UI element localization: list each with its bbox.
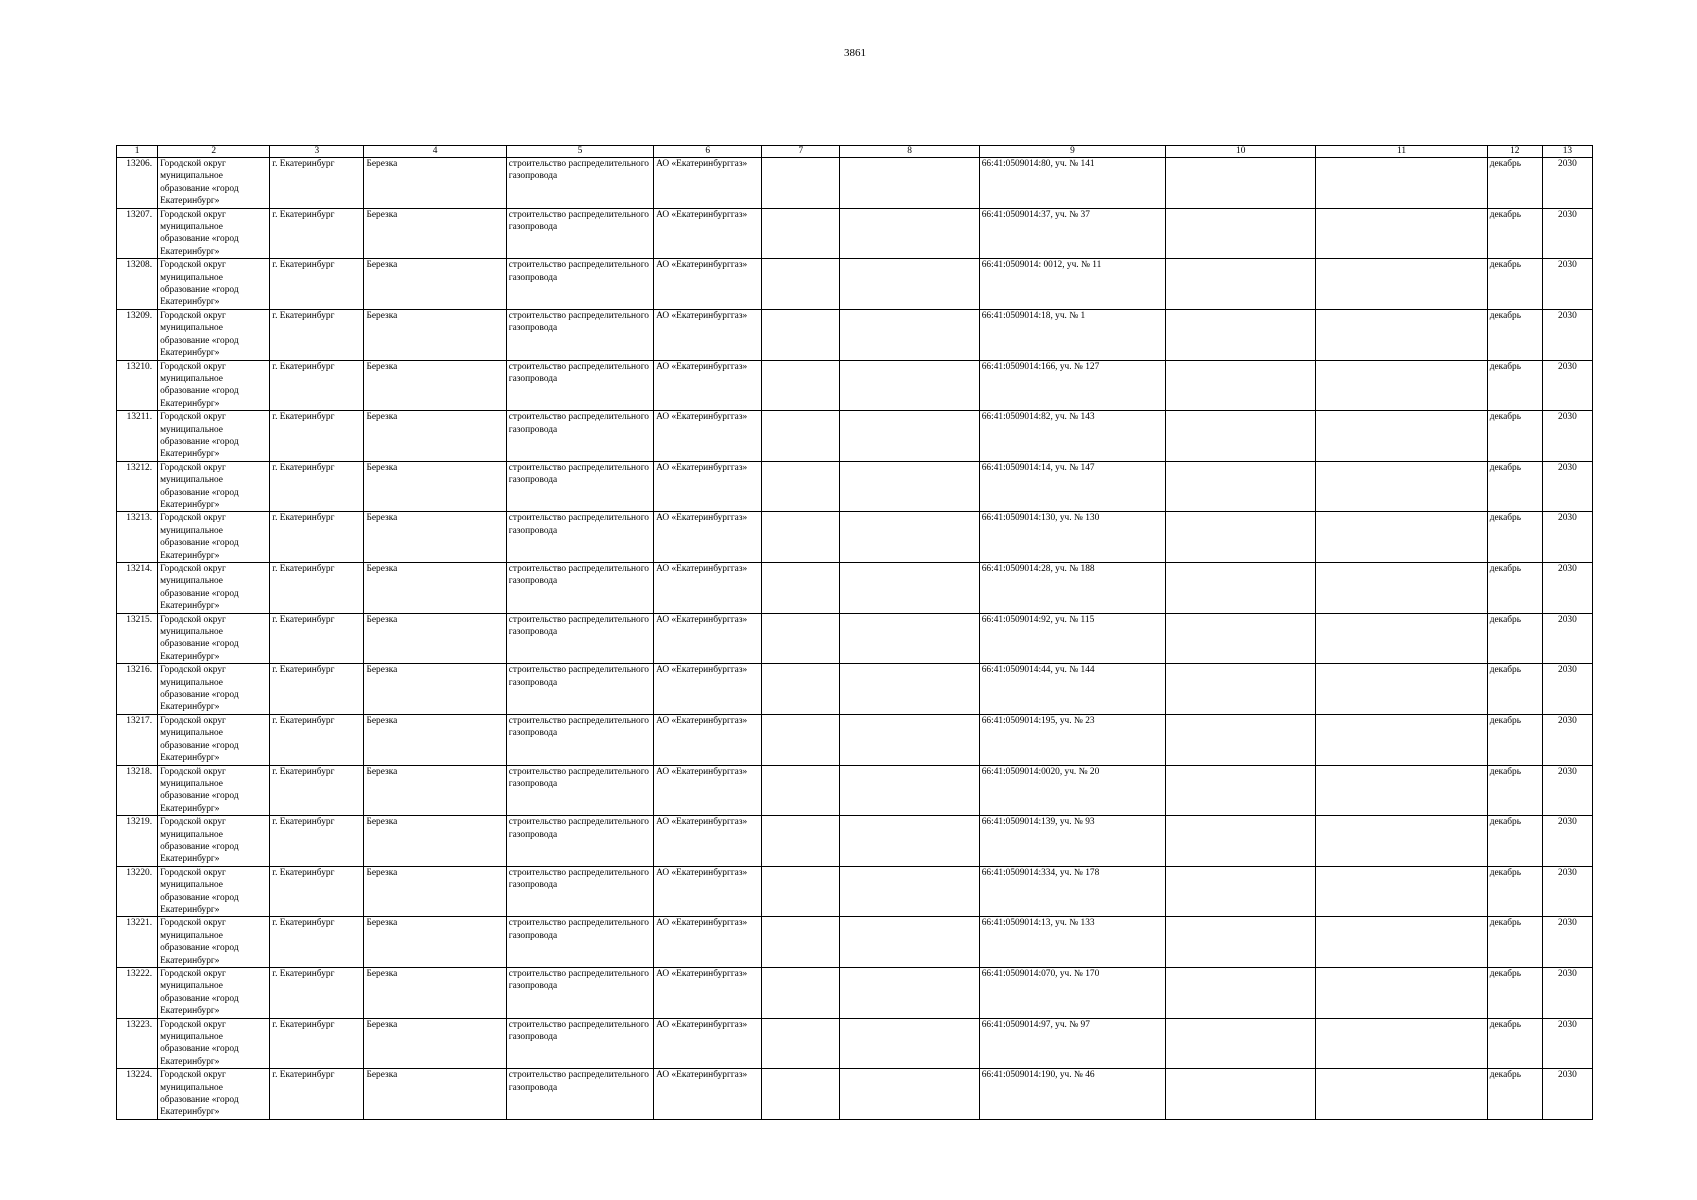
purpose-cell: строительство распределительного газопровода <box>506 461 653 512</box>
cadastral-number-cell: 66:41:0509014:92, уч. № 115 <box>979 613 1165 664</box>
month-cell: декабрь <box>1487 816 1542 867</box>
city-cell: г. Екатеринбург <box>270 765 364 816</box>
year-cell: 2030 <box>1542 461 1592 512</box>
column-11-cell <box>1316 816 1487 867</box>
year-cell: 2030 <box>1542 158 1592 209</box>
column-header: 3 <box>270 146 364 158</box>
locality-cell: Березка <box>364 360 506 411</box>
column-10-cell <box>1166 360 1316 411</box>
column-7-cell <box>762 259 840 310</box>
column-8-cell <box>840 411 979 462</box>
table-row <box>117 360 1593 411</box>
column-8-cell <box>840 461 979 512</box>
month-cell: декабрь <box>1487 1069 1542 1120</box>
owner-cell: Городской округ муниципальное образование «город Екатеринбург» <box>158 461 270 512</box>
month-cell: декабрь <box>1487 968 1542 1019</box>
column-7-cell <box>762 1018 840 1069</box>
locality-cell: Березка <box>364 714 506 765</box>
month-cell: декабрь <box>1487 208 1542 259</box>
column-10-cell <box>1166 563 1316 614</box>
month-cell: декабрь <box>1487 158 1542 209</box>
row-number: 13217. <box>117 714 158 765</box>
organization-cell: АО «Екатеринбурггаз» <box>654 411 762 462</box>
year-cell: 2030 <box>1542 309 1592 360</box>
row-number: 13207. <box>117 208 158 259</box>
column-11-cell <box>1316 613 1487 664</box>
column-8-cell <box>840 158 979 209</box>
organization-cell: АО «Екатеринбурггаз» <box>654 765 762 816</box>
column-11-cell <box>1316 714 1487 765</box>
column-10-cell <box>1166 613 1316 664</box>
column-7-cell <box>762 613 840 664</box>
cadastral-number-cell: 66:41:0509014: 0012, уч. № 11 <box>979 259 1165 310</box>
cadastral-number-cell: 66:41:0509014:070, уч. № 170 <box>979 968 1165 1019</box>
organization-cell: АО «Екатеринбурггаз» <box>654 613 762 664</box>
column-7-cell <box>762 917 840 968</box>
cadastral-number-cell: 66:41:0509014:28, уч. № 188 <box>979 563 1165 614</box>
column-header: 1 <box>117 146 158 158</box>
locality-cell: Березка <box>364 461 506 512</box>
purpose-cell: строительство распределительного газопровода <box>506 968 653 1019</box>
column-10-cell <box>1166 664 1316 715</box>
column-11-cell <box>1316 866 1487 917</box>
year-cell: 2030 <box>1542 259 1592 310</box>
table-row <box>117 512 1593 563</box>
column-8-cell <box>840 816 979 867</box>
cadastral-number-cell: 66:41:0509014:18, уч. № 1 <box>979 309 1165 360</box>
city-cell: г. Екатеринбург <box>270 664 364 715</box>
purpose-cell: строительство распределительного газопровода <box>506 360 653 411</box>
organization-cell: АО «Екатеринбурггаз» <box>654 360 762 411</box>
cadastral-number-cell: 66:41:0509014:14, уч. № 147 <box>979 461 1165 512</box>
column-7-cell <box>762 208 840 259</box>
purpose-cell: строительство распределительного газопровода <box>506 917 653 968</box>
table-row <box>117 158 1593 209</box>
cadastral-number-cell: 66:41:0509014:166, уч. № 127 <box>979 360 1165 411</box>
locality-cell: Березка <box>364 1018 506 1069</box>
table-row <box>117 461 1593 512</box>
column-11-cell <box>1316 563 1487 614</box>
row-number: 13206. <box>117 158 158 209</box>
organization-cell: АО «Екатеринбурггаз» <box>654 1069 762 1120</box>
year-cell: 2030 <box>1542 917 1592 968</box>
column-7-cell <box>762 816 840 867</box>
column-10-cell <box>1166 1069 1316 1120</box>
column-8-cell <box>840 512 979 563</box>
owner-cell: Городской округ муниципальное образование «город Екатеринбург» <box>158 1018 270 1069</box>
registry-table <box>116 145 1593 1120</box>
cadastral-number-cell: 66:41:0509014:37, уч. № 37 <box>979 208 1165 259</box>
column-11-cell <box>1316 259 1487 310</box>
table-row <box>117 714 1593 765</box>
column-11-cell <box>1316 158 1487 209</box>
column-7-cell <box>762 360 840 411</box>
month-cell: декабрь <box>1487 309 1542 360</box>
owner-cell: Городской округ муниципальное образование «город Екатеринбург» <box>158 208 270 259</box>
purpose-cell: строительство распределительного газопровода <box>506 309 653 360</box>
organization-cell: АО «Екатеринбурггаз» <box>654 714 762 765</box>
locality-cell: Березка <box>364 512 506 563</box>
row-number: 13208. <box>117 259 158 310</box>
row-number: 13215. <box>117 613 158 664</box>
month-cell: декабрь <box>1487 917 1542 968</box>
city-cell: г. Екатеринбург <box>270 917 364 968</box>
column-8-cell <box>840 714 979 765</box>
owner-cell: Городской округ муниципальное образование «город Екатеринбург» <box>158 765 270 816</box>
column-8-cell <box>840 259 979 310</box>
column-header: 10 <box>1166 146 1316 158</box>
owner-cell: Городской округ муниципальное образование «город Екатеринбург» <box>158 613 270 664</box>
row-number: 13218. <box>117 765 158 816</box>
organization-cell: АО «Екатеринбурггаз» <box>654 664 762 715</box>
month-cell: декабрь <box>1487 512 1542 563</box>
row-number: 13216. <box>117 664 158 715</box>
locality-cell: Березка <box>364 866 506 917</box>
row-number: 13220. <box>117 866 158 917</box>
column-8-cell <box>840 1018 979 1069</box>
purpose-cell: строительство распределительного газопровода <box>506 765 653 816</box>
year-cell: 2030 <box>1542 411 1592 462</box>
column-header: 7 <box>762 146 840 158</box>
year-cell: 2030 <box>1542 208 1592 259</box>
row-number: 13210. <box>117 360 158 411</box>
row-number: 13221. <box>117 917 158 968</box>
column-header: 6 <box>654 146 762 158</box>
city-cell: г. Екатеринбург <box>270 866 364 917</box>
month-cell: декабрь <box>1487 360 1542 411</box>
cadastral-number-cell: 66:41:0509014:13, уч. № 133 <box>979 917 1165 968</box>
column-7-cell <box>762 512 840 563</box>
month-cell: декабрь <box>1487 613 1542 664</box>
column-10-cell <box>1166 208 1316 259</box>
purpose-cell: строительство распределительного газопровода <box>506 866 653 917</box>
purpose-cell: строительство распределительного газопровода <box>506 1069 653 1120</box>
column-8-cell <box>840 917 979 968</box>
year-cell: 2030 <box>1542 664 1592 715</box>
organization-cell: АО «Екатеринбурггаз» <box>654 208 762 259</box>
column-header: 2 <box>158 146 270 158</box>
table-row <box>117 1018 1593 1069</box>
column-11-cell <box>1316 208 1487 259</box>
purpose-cell: строительство распределительного газопровода <box>506 1018 653 1069</box>
city-cell: г. Екатеринбург <box>270 360 364 411</box>
purpose-cell: строительство распределительного газопровода <box>506 563 653 614</box>
cadastral-number-cell: 66:41:0509014:82, уч. № 143 <box>979 411 1165 462</box>
city-cell: г. Екатеринбург <box>270 1069 364 1120</box>
locality-cell: Березка <box>364 411 506 462</box>
column-8-cell <box>840 208 979 259</box>
year-cell: 2030 <box>1542 866 1592 917</box>
column-11-cell <box>1316 512 1487 563</box>
purpose-cell: строительство распределительного газопровода <box>506 816 653 867</box>
column-header: 4 <box>364 146 506 158</box>
city-cell: г. Екатеринбург <box>270 158 364 209</box>
column-11-cell <box>1316 917 1487 968</box>
column-7-cell <box>762 714 840 765</box>
column-10-cell <box>1166 411 1316 462</box>
column-11-cell <box>1316 968 1487 1019</box>
locality-cell: Березка <box>364 309 506 360</box>
column-11-cell <box>1316 1069 1487 1120</box>
cadastral-number-cell: 66:41:0509014:0020, уч. № 20 <box>979 765 1165 816</box>
year-cell: 2030 <box>1542 512 1592 563</box>
purpose-cell: строительство распределительного газопровода <box>506 512 653 563</box>
year-cell: 2030 <box>1542 360 1592 411</box>
owner-cell: Городской округ муниципальное образование «город Екатеринбург» <box>158 411 270 462</box>
column-header: 8 <box>840 146 979 158</box>
month-cell: декабрь <box>1487 411 1542 462</box>
table-row <box>117 259 1593 310</box>
owner-cell: Городской округ муниципальное образование «город Екатеринбург» <box>158 1069 270 1120</box>
city-cell: г. Екатеринбург <box>270 816 364 867</box>
organization-cell: АО «Екатеринбурггаз» <box>654 816 762 867</box>
column-7-cell <box>762 158 840 209</box>
cadastral-number-cell: 66:41:0509014:195, уч. № 23 <box>979 714 1165 765</box>
city-cell: г. Екатеринбург <box>270 613 364 664</box>
row-number: 13211. <box>117 411 158 462</box>
owner-cell: Городской округ муниципальное образование «город Екатеринбург» <box>158 714 270 765</box>
table-row <box>117 613 1593 664</box>
owner-cell: Городской округ муниципальное образование «город Екатеринбург» <box>158 866 270 917</box>
owner-cell: Городской округ муниципальное образование «город Екатеринбург» <box>158 360 270 411</box>
cadastral-number-cell: 66:41:0509014:80, уч. № 141 <box>979 158 1165 209</box>
purpose-cell: строительство распределительного газопровода <box>506 259 653 310</box>
column-header: 9 <box>979 146 1165 158</box>
column-10-cell <box>1166 968 1316 1019</box>
table-row <box>117 208 1593 259</box>
year-cell: 2030 <box>1542 613 1592 664</box>
cadastral-number-cell: 66:41:0509014:97, уч. № 97 <box>979 1018 1165 1069</box>
column-7-cell <box>762 563 840 614</box>
purpose-cell: строительство распределительного газопровода <box>506 664 653 715</box>
column-8-cell <box>840 866 979 917</box>
column-8-cell <box>840 664 979 715</box>
organization-cell: АО «Екатеринбурггаз» <box>654 968 762 1019</box>
row-number: 13223. <box>117 1018 158 1069</box>
organization-cell: АО «Екатеринбурггаз» <box>654 259 762 310</box>
column-10-cell <box>1166 917 1316 968</box>
locality-cell: Березка <box>364 816 506 867</box>
cadastral-number-cell: 66:41:0509014:334, уч. № 178 <box>979 866 1165 917</box>
month-cell: декабрь <box>1487 563 1542 614</box>
column-7-cell <box>762 765 840 816</box>
column-7-cell <box>762 1069 840 1120</box>
cadastral-number-cell: 66:41:0509014:44, уч. № 144 <box>979 664 1165 715</box>
city-cell: г. Екатеринбург <box>270 208 364 259</box>
column-8-cell <box>840 563 979 614</box>
city-cell: г. Екатеринбург <box>270 411 364 462</box>
column-10-cell <box>1166 512 1316 563</box>
locality-cell: Березка <box>364 1069 506 1120</box>
table-row <box>117 309 1593 360</box>
row-number: 13219. <box>117 816 158 867</box>
owner-cell: Городской округ муниципальное образование «город Екатеринбург» <box>158 158 270 209</box>
year-cell: 2030 <box>1542 765 1592 816</box>
locality-cell: Березка <box>364 917 506 968</box>
column-10-cell <box>1166 1018 1316 1069</box>
month-cell: декабрь <box>1487 461 1542 512</box>
owner-cell: Городской округ муниципальное образование «город Екатеринбург» <box>158 816 270 867</box>
organization-cell: АО «Екатеринбурггаз» <box>654 309 762 360</box>
cadastral-number-cell: 66:41:0509014:139, уч. № 93 <box>979 816 1165 867</box>
locality-cell: Березка <box>364 765 506 816</box>
cadastral-number-cell: 66:41:0509014:190, уч. № 46 <box>979 1069 1165 1120</box>
owner-cell: Городской округ муниципальное образование «город Екатеринбург» <box>158 664 270 715</box>
column-11-cell <box>1316 1018 1487 1069</box>
purpose-cell: строительство распределительного газопровода <box>506 208 653 259</box>
purpose-cell: строительство распределительного газопровода <box>506 613 653 664</box>
owner-cell: Городской округ муниципальное образование «город Екатеринбург» <box>158 512 270 563</box>
table-body <box>117 158 1593 1120</box>
column-header: 11 <box>1316 146 1487 158</box>
column-7-cell <box>762 411 840 462</box>
year-cell: 2030 <box>1542 1018 1592 1069</box>
city-cell: г. Екатеринбург <box>270 1018 364 1069</box>
locality-cell: Березка <box>364 613 506 664</box>
owner-cell: Городской округ муниципальное образование «город Екатеринбург» <box>158 917 270 968</box>
month-cell: декабрь <box>1487 866 1542 917</box>
column-10-cell <box>1166 714 1316 765</box>
column-8-cell <box>840 309 979 360</box>
owner-cell: Городской округ муниципальное образование «город Екатеринбург» <box>158 309 270 360</box>
owner-cell: Городской округ муниципальное образование «город Екатеринбург» <box>158 563 270 614</box>
column-11-cell <box>1316 765 1487 816</box>
city-cell: г. Екатеринбург <box>270 714 364 765</box>
column-11-cell <box>1316 309 1487 360</box>
month-cell: декабрь <box>1487 259 1542 310</box>
column-header: 13 <box>1542 146 1592 158</box>
column-11-cell <box>1316 664 1487 715</box>
city-cell: г. Екатеринбург <box>270 968 364 1019</box>
column-8-cell <box>840 1069 979 1120</box>
owner-cell: Городской округ муниципальное образование «город Екатеринбург» <box>158 259 270 310</box>
column-8-cell <box>840 765 979 816</box>
city-cell: г. Екатеринбург <box>270 309 364 360</box>
year-cell: 2030 <box>1542 714 1592 765</box>
column-7-cell <box>762 461 840 512</box>
year-cell: 2030 <box>1542 563 1592 614</box>
city-cell: г. Екатеринбург <box>270 563 364 614</box>
locality-cell: Березка <box>364 259 506 310</box>
city-cell: г. Екатеринбург <box>270 461 364 512</box>
column-8-cell <box>840 360 979 411</box>
column-7-cell <box>762 664 840 715</box>
organization-cell: АО «Екатеринбурггаз» <box>654 866 762 917</box>
row-number: 13209. <box>117 309 158 360</box>
organization-cell: АО «Екатеринбурггаз» <box>654 1018 762 1069</box>
table-row <box>117 917 1593 968</box>
year-cell: 2030 <box>1542 1069 1592 1120</box>
organization-cell: АО «Екатеринбурггаз» <box>654 461 762 512</box>
locality-cell: Березка <box>364 664 506 715</box>
organization-cell: АО «Екатеринбурггаз» <box>654 917 762 968</box>
row-number: 13214. <box>117 563 158 614</box>
column-10-cell <box>1166 765 1316 816</box>
organization-cell: АО «Екатеринбурггаз» <box>654 158 762 209</box>
organization-cell: АО «Екатеринбурггаз» <box>654 563 762 614</box>
column-number-row <box>117 146 1593 158</box>
page-number: 3861 <box>844 47 866 59</box>
column-10-cell <box>1166 309 1316 360</box>
column-header: 5 <box>506 146 653 158</box>
cadastral-number-cell: 66:41:0509014:130, уч. № 130 <box>979 512 1165 563</box>
column-10-cell <box>1166 461 1316 512</box>
column-10-cell <box>1166 259 1316 310</box>
row-number: 13212. <box>117 461 158 512</box>
month-cell: декабрь <box>1487 1018 1542 1069</box>
purpose-cell: строительство распределительного газопровода <box>506 411 653 462</box>
year-cell: 2030 <box>1542 968 1592 1019</box>
locality-cell: Березка <box>364 968 506 1019</box>
row-number: 13224. <box>117 1069 158 1120</box>
column-11-cell <box>1316 461 1487 512</box>
table-row <box>117 866 1593 917</box>
column-10-cell <box>1166 158 1316 209</box>
table-row <box>117 968 1593 1019</box>
locality-cell: Березка <box>364 208 506 259</box>
month-cell: декабрь <box>1487 664 1542 715</box>
city-cell: г. Екатеринбург <box>270 512 364 563</box>
organization-cell: АО «Екатеринбурггаз» <box>654 512 762 563</box>
column-10-cell <box>1166 866 1316 917</box>
month-cell: декабрь <box>1487 765 1542 816</box>
row-number: 13222. <box>117 968 158 1019</box>
column-11-cell <box>1316 411 1487 462</box>
city-cell: г. Екатеринбург <box>270 259 364 310</box>
column-7-cell <box>762 309 840 360</box>
column-10-cell <box>1166 816 1316 867</box>
owner-cell: Городской округ муниципальное образование «город Екатеринбург» <box>158 968 270 1019</box>
column-8-cell <box>840 968 979 1019</box>
table-row <box>117 765 1593 816</box>
table-row <box>117 664 1593 715</box>
table-row <box>117 411 1593 462</box>
table-row <box>117 563 1593 614</box>
table-row <box>117 1069 1593 1120</box>
purpose-cell: строительство распределительного газопровода <box>506 714 653 765</box>
column-header: 12 <box>1487 146 1542 158</box>
row-number: 13213. <box>117 512 158 563</box>
purpose-cell: строительство распределительного газопровода <box>506 158 653 209</box>
column-11-cell <box>1316 360 1487 411</box>
month-cell: декабрь <box>1487 714 1542 765</box>
table-row <box>117 816 1593 867</box>
locality-cell: Березка <box>364 158 506 209</box>
column-7-cell <box>762 968 840 1019</box>
column-8-cell <box>840 613 979 664</box>
locality-cell: Березка <box>364 563 506 614</box>
column-7-cell <box>762 866 840 917</box>
year-cell: 2030 <box>1542 816 1592 867</box>
